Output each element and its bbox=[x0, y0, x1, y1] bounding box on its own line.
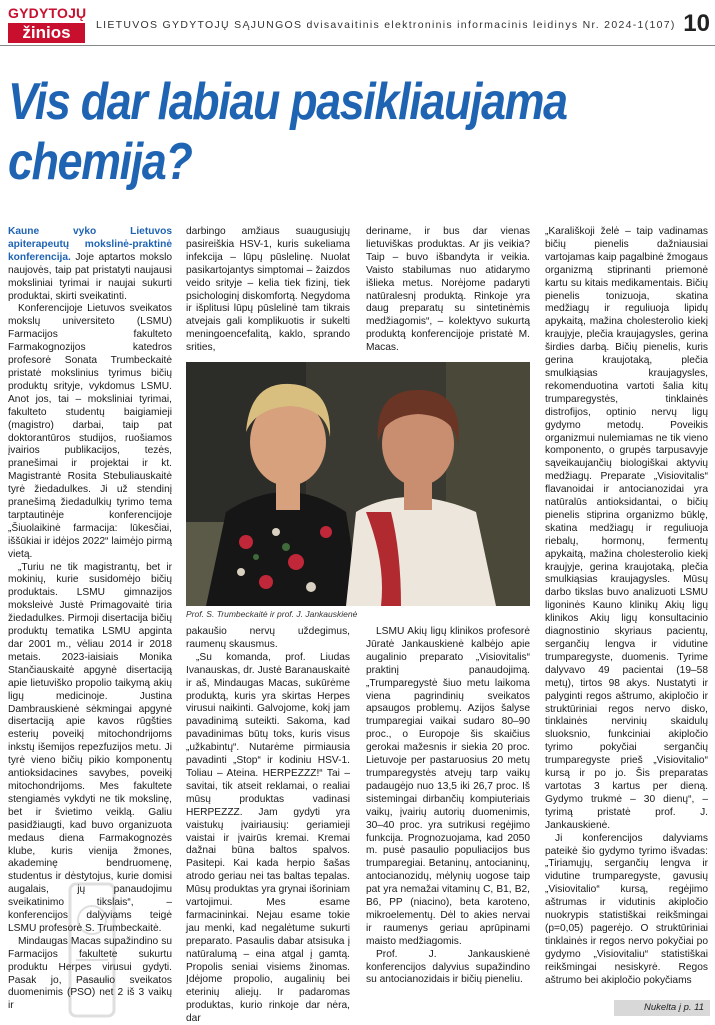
masthead-text: LIETUVOS GYDYTOJŲ SĄJUNGOS dvisavaitinis elektroninis informacinis leidinys Nr. 2024-1(107) bbox=[96, 19, 676, 31]
column-3-bottom bbox=[366, 626, 530, 987]
photo-illustration bbox=[186, 362, 530, 606]
title-line-1: Vis dar labiau pasikliaujama bbox=[8, 73, 567, 131]
paragraph: LSMU Akių ligų klinikos profesorė Jūratė Jankauskienė kalbėjo apie augalinio preparato „Visiovitalis“ praktinį panaudojimą. „Trumparegystė šiuo metu laikoma viena pagrindinių sveikatos apsaugos problemų. Azijos šalyse trumparegiai vaikai sudaro 80–90 proc., o Europoje šis skaičius gerokai mažesnis ir siekia 20 proc. Lietuvoje per pastaruosius 20 metų trumparegystės atvejų tarp vaikų padaugėjo nuo 13,5 iki 26,7 proc. Iš sistemingai dirbančių kompiuteriais vaikų, įvairių autorių duomenimis, 30–40 proc. yra sutrikusi regėjimo funkcija. Prognozuojama, kad 2050 m. pusė pasaulio populiacijos bus trumparegiai. Betaninų, antocianinų, antocianozidų, mėlynių uogose taip pat yra nemažai vitaminų C, B1, B2, B6, PP (niacino), beta karoteno, mikroelementų. Dėl to akies nervai ir raumenys geriau aprūpinami maisto medžiagomis. bbox=[366, 626, 530, 947]
lead-rest-text: Joje aptartos mokslo naujovės, taip pat pristatyti naujausi moksliniai tyrimai ir naujai sukurti produktai, skirti sveikatinti. bbox=[8, 251, 172, 302]
article-photo bbox=[186, 362, 530, 606]
column-2-bottom bbox=[186, 626, 350, 1025]
column-3-top bbox=[366, 226, 530, 355]
title-line-2: chemija? bbox=[8, 133, 192, 191]
column-2-top bbox=[186, 226, 350, 355]
paragraph: darbingo amžiaus suaugusiųjų pasireiškia HSV-1, kuris sukeliama infekcija – lūpų pūslelinę. Nuolat pasikartojantys simptomai – žaizdos veido srityje – kelia tiek fizinį, tiek psichologinį diskomfortą. Negydoma ir išplitusi lūpų pūslelinė tam tikrais atvejais gali komplikuotis ir sukelti meningoencefalitą, kaklo, sprando srities, bbox=[186, 226, 350, 354]
header-divider bbox=[0, 45, 715, 46]
lead-paragraph bbox=[8, 226, 172, 303]
paragraph: pakaušio nervų uždegimus, raumenų skausmus. bbox=[186, 626, 350, 650]
paragraph: Konferencijoje Lietuvos sveikatos mokslų universiteto (LSMU) Farmacijos fakulteto Farmakognozijos katedros profesorė Sonata Trumbeckaitė pristatė mokslinius tyrimus bičių produktų srityje, vykdomus LSMU. Anot jos, tai – moksliniai tyrimai, fakulteto studentų baigiamieji (magistro) darbai, taip pat doktorantūros studijos, ruošiamos įvairios publikacijos, tezės, pranešimai ir projektai ir kt. Magistrantė Rosita Stebuliauskaitė tyrė žiedadulkes. Ji už stendinį pranešimą žiedadulkių tyrimo tema tarptautinėje konferencijoje „Šiuolaikinė farmacija: lūkesčiai, iššūkiai ir idėjos 2022“ laimėjo pirmą vietą. bbox=[8, 303, 172, 560]
photo-caption: Prof. S. Trumbeckaitė ir prof. J. Jankauskienė bbox=[186, 609, 358, 619]
paragraph: „Karališkoji želė – taip vadinamas bičių pienelis dažniausiai vartojamas kaip pagalbinė žmogaus organizmą stiprinanti priemonė kartu su kitais medikamentais. Bičių pienelis tonizuoja, skatina medžiagų ir reguliuoja lipidų apykaitą, mažina cholesterolio kiekį kraujyje, plečia kraujagysles, gerina širdies darbą. Bičių pienelis, kuris gerina kraujotaką, plečia smulkiąsias kraujagysles, rekomenduotina vartoti šalia kitų trumparegystės, tinklainės distrofijos, optinio nervų ligų gydymo metodų. Poveikis organizmui nulemiamas ne tik vieno komponento, o grupės tarpusavyje sąveikaujančių biologiškai aktyvių medžiagų. Preparate „Visiovitalis“ flavanoidai ir antocianozidai yra natūralūs antioksidantai, o bičių pienelis stiprina organizmo būklę, skatina medžiagų ir reguliuoja riebalų, hormonų, fermentų apykaitą, mažina cholesterolio kiekį kraujyje, gerina kraujotaką, plečia smulkiąsias kraujagysles. Mūsų darbo tikslas buvo analizuoti LSMU ligoninės Kauno klinikų Akių ligų klinikos Akių ligų konsultacinio diagnostinio skyriaus pacientų, sergančių lengva ir vidutine trumparegyste, duomenis. Tyrime dalyvavo 49 pacientai (19–58 metų), tirtos 98 akys. Nustatyti ir palyginti regos aštrumo, akipločio ir struktūriniai regos nervo disko, tinklainės nervinių skaidulų sluoksnio, funkciniai akipločio tyrimo pokyčiai sergančių trumparegyste prieš „Visiovitalio“ kursą ir po jo. Šis preparatas vartotas 3 kartus per dieną. Gydymo trukmė – 30 dienų“, – tyrimą pristatė prof. J. Jankauskienė. bbox=[545, 226, 708, 831]
paragraph: „Turiu ne tik magistrantų, bet ir mokinių, kurie susidomėjo bičių produktais. LSMU gimnazijos moksleivė Justė Primagovaitė tiria žiedadulkes. Pirmoji disertacija bičių produktų tematika LSMU apginta dar 2001 m., vėliau 2014 ir 2018 metais. 2023-iaisiais Monika Stančiauskaitė apgynė disertaciją apie lietuviško propolio taikymą akių ligų medicinoje. Justina Dambrauskienė sėkmingai apgynė disertaciją apie kavos rūgšties esterių poveikį mitochondrijoms inkstų išemijos repezfuzijos metu. Ji tyrė vieno bičių pikio komponentų antioksidacines savybes, poveikį mitochondrijoms. Mes fakultete stengiamės vykdyti ne tik mokslinę, bet ir švietimo veiklą. Galiu pasidžiaugti, kad buvo organizuota medaus diena Farmakognozės klube, kuris vienija žmones, akademinę bendruomenę, studentus ir dėstytojus, kurie domisi augalais, jų panaudojimu sveikatinimo tikslais“, – konferencijos dalyviams teigė LSMU profesorė S. Trumbeckaitė. bbox=[8, 561, 172, 934]
paragraph: Prof. J. Jankauskienė konferencijos dalyvius supažindino su antocianozidais ir bičių pieneliu. bbox=[366, 948, 530, 986]
logo-bottom-text: žinios bbox=[8, 23, 85, 43]
logo-top-text: GYDYTOJŲ bbox=[8, 5, 87, 21]
page-number: 10 bbox=[683, 10, 710, 37]
paragraph: „Su komanda, prof. Liudas Ivanauskas, dr. Justė Baranauskaitė ir aš, Mindaugas Macas, sukūrėme produktą, kuris yra skirtas Herpes virusui naikinti. Galvojome, kokį jam pavadinimą suteikti. Sakoma, kad pavadinimas būtų toks, kuris visus „užkabintų“. Nutarėme pirmiausia pavadinti „Stop“ ir kodiniu HSV-1. Toliau – Ateina. HERPEZZZ!“ Tai – savitai, tik atseit reklamai, o realiai mūsų produktas vadinasi HERPEZZZ. Jam gydyti yra vaistukų įvairiausių: geriamieji vaistai ir įvairūs kremai. Kremai dažnai būna baltos spalvos. Pasitepi. Kai kada herpio šašas atrodo geriau nei tas baltas tepalas. Mūsų produktas yra grynai išoriniam vartojimui. Mes esame farmacininkai. Nejau esame tokie jau menki, kad negalėtume sukurti preparato. Pasaulis dabar atsisuka į natūralumą – eina atgal į gamtą. Propolis seniai visiems žinomas. Įdėjome propolio, augalinių bei eterinių aliejų. Ir padaromas produktas, kurio rinkoje dar nėra, dar bbox=[186, 651, 350, 1025]
column-4 bbox=[545, 226, 708, 987]
lead-text: Kaune vyko Lietuvos apiterapeutų mokslinė-praktinė konferencija. bbox=[8, 226, 172, 263]
continued-link[interactable]: Nukelta į p. 11 bbox=[614, 1000, 710, 1016]
page-header bbox=[0, 0, 715, 46]
publication-logo[interactable] bbox=[8, 5, 85, 43]
paragraph: Ji konferencijos dalyviams pateikė šio gydymo tyrimo išvadas: „Tiriamųjų, sergančių lengva ir vidutine trumparegyste, gavusių „Visiovitalio“ kursą, regėjimo aštrumas ir vidutinis akipločio nuokrypis statistiškai reikšmingai (p=0,05) pagerėjo. O struktūriniai tinklainės ir regos nervo pokyčiai po gydymo „Visiovitaliu“ statistiškai reikšmingai nesiskyrė. Regos aštrumo bei akipločio pokyčiams bbox=[545, 832, 708, 986]
watermark-stamp bbox=[62, 880, 122, 1020]
article-title bbox=[8, 72, 610, 192]
paragraph: deriname, ir bus dar vienas lietuviškas produktas. Ar jis veikia? Taip – buvo išbandyta ir veikia. Vaisto stabilumas nuo atidarymo išlieka metus. Norėjome padaryti natūralesnį produktą. Rinkoje yra daug preparatų su sintetinėmis medžiagomis“, – kolektyvo sukurtą produktą konferencijoje pristatė M. Macas. bbox=[366, 226, 530, 354]
paragraph: Mindaugas Macas supažindino su Farmacijos fakultete sukurtu produktu Herpes virusui gydyti. Pasak jo, Pasaulio sveikatos duomenimis (PSO) net 2 iš 3 vaikų ir bbox=[8, 935, 172, 1012]
